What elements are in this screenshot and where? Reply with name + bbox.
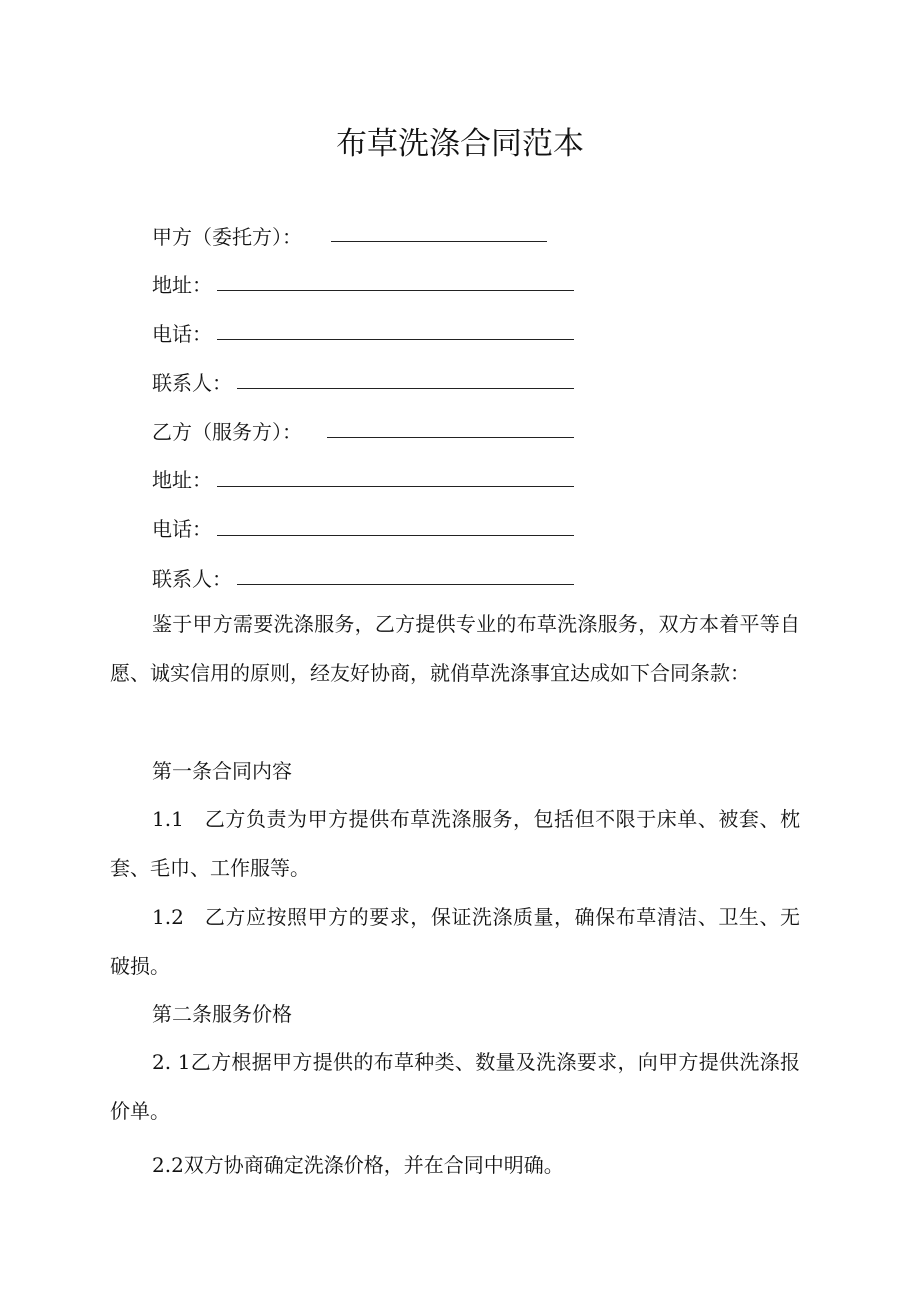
party-a-label: 甲方（委托方）： — [152, 225, 302, 249]
party-a-contact-line — [237, 388, 574, 389]
party-b-contact-line — [237, 584, 574, 585]
party-a-phone-line — [217, 339, 574, 340]
document-title: 布草洗涤合同范本 — [336, 126, 584, 162]
party-a-phone-label: 电话： — [152, 322, 212, 346]
party-a-address-label: 地址： — [152, 273, 212, 297]
clause-2-1: 2. 1乙方根据甲方提供的布草种类、数量及洗涤要求，向甲方提供洗涤报价单。 — [110, 1050, 800, 1123]
party-b-blank-line — [327, 437, 574, 438]
party-b-phone-label: 电话： — [152, 517, 212, 541]
clause-1-1: 1.1 乙方负责为甲方提供布草洗涤服务，包括但不限于床单、被套、枕套、毛巾、工作服等。 — [110, 807, 800, 880]
clause-1-2: 1.2 乙方应按照甲方的要求，保证洗涤质量，确保布草清洁、卫生、无破损。 — [110, 905, 800, 978]
party-b-phone-line — [217, 535, 574, 536]
article-1-heading: 第一条合同内容 — [152, 759, 292, 783]
party-a-blank-line — [331, 241, 547, 242]
party-b-address-label: 地址： — [152, 468, 212, 492]
preamble-paragraph: 鉴于甲方需要洗涤服务，乙方提供专业的布草洗涤服务，双方本着平等自愿、诚实信用的原则，经友好协商，就俏草洗涤事宜达成如下合同条款： — [110, 612, 800, 685]
party-b-contact-label: 联系人： — [152, 567, 232, 591]
party-b-address-line — [217, 486, 574, 487]
party-a-contact-label: 联系人： — [152, 371, 232, 395]
article-2-heading: 第二条服务价格 — [152, 1002, 292, 1026]
clause-2-2: 2.2双方协商确定洗涤价格，并在合同中明确。 — [152, 1153, 564, 1177]
party-b-label: 乙方（服务方）： — [152, 420, 302, 444]
party-a-address-line — [217, 290, 574, 291]
